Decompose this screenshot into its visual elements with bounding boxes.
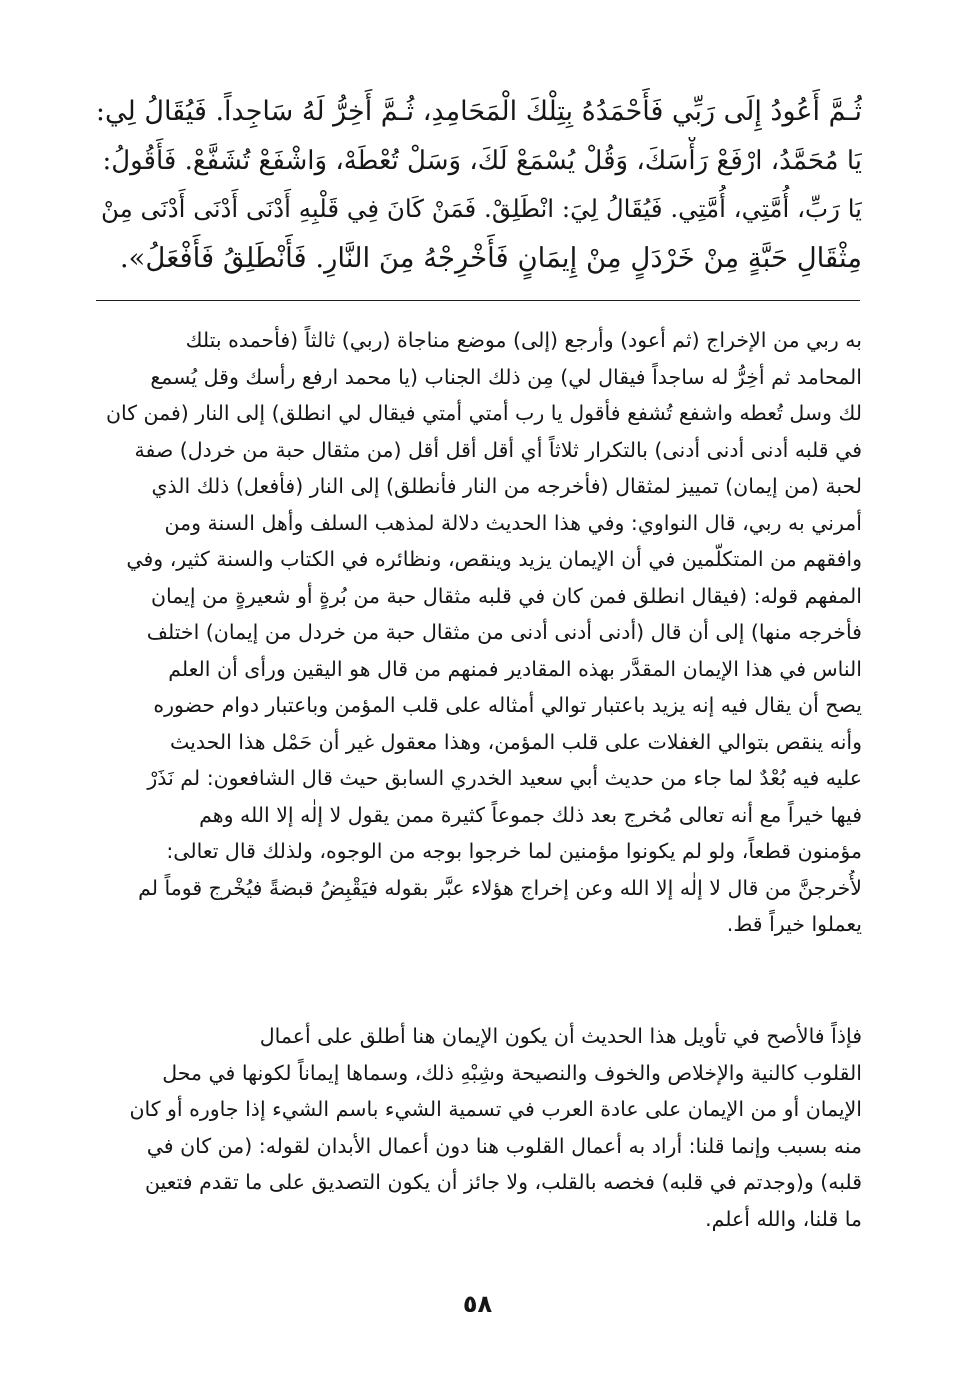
commentary-line: عليه فيه بُعْدٌ لما جاء من حديث أبي سعيد الخدري السابق حيث قال الشافعون: لم نَذَرْ [147, 766, 862, 790]
separator-rule [96, 300, 860, 301]
commentary-line: المفهم قوله: (فيقال انطلق فمن كان في قلبه مثقال حبة من بُرةٍ أو شعيرةٍ من إيمان [150, 583, 862, 608]
paragraph-line: القلوب كالنية والإخلاص والخوف والنصيحة وشِبْهِ ذلك، وسماها إيماناً لكونها في محل [162, 1060, 862, 1085]
hadith-line: يَا رَبِّ، أُمَّتِي، أُمَّتِي. فَيُقَالُ لِيَ: انْطَلِقْ. فَمَنْ كَانَ فِي قَلْبِهِ أَدْنَى أَدْنَى أَدْنَى مِنْ [100, 194, 862, 223]
commentary-line: فيها خيراً مع أنه تعالى مُخرج بعد ذلك جموعاً كثيرة ممن يقول لا إلٰه إلا الله وهم [199, 802, 862, 827]
commentary-line: فأخرجه منها) إلى أن قال (أدنى أدنى أدنى من مثقال حبة من خردل من إيمان) اختلف [146, 620, 862, 644]
paragraph-line: الإيمان أو من الإيمان على عادة العرب في تسمية الشيء باسم الشيء إذا جاوره أو كان [129, 1097, 862, 1121]
commentary-line: الناس في هذا الإيمان المقدَّر بهذه المقادير فمنهم من قال هو اليقين ورأى أن العلم [168, 656, 862, 681]
commentary-paragraph-2 [94, 1018, 862, 1237]
paragraph-line: فإذاً فالأصح في تأويل هذا الحديث أن يكون الإيمان هنا أطلق على أعمال [259, 1024, 862, 1048]
hadith-line: يَا مُحَمَّدُ، ارْفَعْ رَأْسَكَ، وَقُلْ يُسْمَعْ لَكَ، وَسَلْ تُعْطَهْ، وَاشْفَعْ تُشَفَّعْ. فَأَقُولُ: [102, 145, 862, 176]
commentary-line: أمرني به ربي، قال النواوي: وفي هذا الحديث دلالة لمذهب السلف وأهل السنة ومن [164, 510, 862, 535]
commentary-line: يعملوا خيراً قط. [726, 912, 862, 936]
commentary-line: مؤمنون قطعاً، ولو لم يكونوا مؤمنين لما خرجوا بوجه من الوجوه، ولذلك قال تعالى: [166, 839, 862, 863]
hadith-line: ثُـمَّ أَعُودُ إِلَى رَبِّي فَأَحْمَدُهُ بِتِلْكَ الْمَحَامِدِ، ثُـمَّ أَخِرُّ لَهُ سَاجِداً. فَيُقَالُ لِي: [96, 96, 862, 127]
paragraph-line: ما قلنا، والله أعلم. [705, 1206, 862, 1231]
commentary-line: لحبة (من إيمان) تمييز لمثقال (فأخرجه من النار فأنطلق) إلى النار (فأفعل) ذلك الذي [151, 474, 862, 498]
paragraph-line: منه بسبب وإنما قلنا: أراد به أعمال القلوب هنا دون أعمال الأبدان لقوله: (من كان في [146, 1133, 862, 1158]
commentary-line: لك وسل تُعطه واشفع تُشفع فأقول يا رب أمتي أمتي فيقال لي انطلق) إلى النار (فمن كان [105, 401, 862, 425]
hadith-line: مِثْقَالِ حَبَّةٍ مِنْ خَرْدَلٍ مِنْ إِيمَانٍ فَأَخْرِجْهُ مِنَ النَّارِ. فَأَنْطَلِقُ فَأَفْعَلُ». [119, 241, 862, 274]
commentary-line: المحامد ثم أخِرُّ له ساجداً فيقال لي) مِن ذلك الجناب (يا محمد ارفع رأسك وقل يُسمع [150, 364, 862, 389]
commentary-line: لأُخرجنَّ من قال لا إلٰه إلا الله وعن إخراج هؤلاء عبَّر بقوله فيَقْبِضُ قبضةً فيُخْرج قوماً لم [138, 875, 862, 900]
commentary-text [94, 322, 862, 943]
paragraph-line: قلبه) و(وجدتم في قلبه) فخصه بالقلب، ولا جائز أن يكون التصديق على ما تقدم فتعين [144, 1170, 862, 1194]
commentary-line: وأنه ينقص بتوالي الغفلات على قلب المؤمن، وهذا معقول غير أن حَمْل هذا الحديث [170, 729, 862, 754]
page-number: ٥٨ [462, 1290, 493, 1318]
hadith-text [96, 88, 862, 282]
commentary-line: يصح أن يقال فيه إنه يزيد باعتبار توالي أمثاله على قلب المؤمن وباعتبار دوام حضوره [153, 693, 862, 717]
commentary-line: وافقهم من المتكلّمين في أن الإيمان يزيد وينقص، ونظائره في الكتاب والسنة كثير، وفي [126, 547, 862, 571]
commentary-line: في قلبه أدنى أدنى أدنى) بالتكرار ثلاثاً أي أقل أقل أقل (من مثقال حبة من خردل) صفة [134, 437, 862, 462]
commentary-line: به ربي من الإخراج (ثم أعود) وأرجع (إلى) موضع مناجاة (ربي) ثالثاً (فأحمده بتلك [185, 328, 862, 352]
